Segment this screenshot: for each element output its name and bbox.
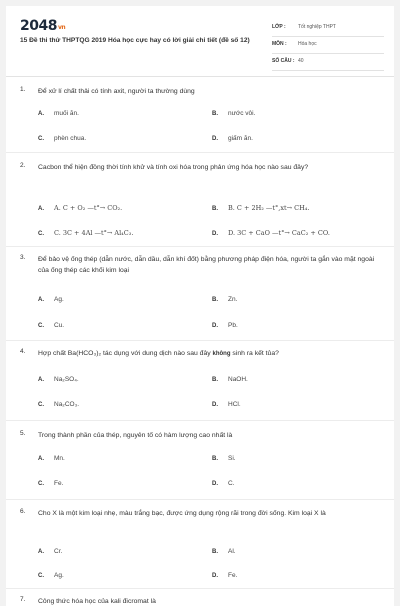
- question-number: 4.: [20, 348, 26, 355]
- meta-key: LỚP :: [272, 24, 286, 30]
- option-c[interactable]: [38, 572, 64, 579]
- option-text: D. 3C + CaO —t°→ CaC₂ + CO.: [228, 229, 330, 237]
- option-c[interactable]: [38, 322, 64, 329]
- option-b[interactable]: [212, 455, 236, 462]
- option-text: phèn chua.: [54, 135, 87, 142]
- option-text: Mn.: [54, 455, 65, 462]
- question-number: 5.: [20, 430, 26, 437]
- option-text: B. C + 2H₂ —t°,xt→ CH₄.: [228, 204, 310, 212]
- header: [20, 18, 382, 78]
- option-letter: D.: [212, 481, 218, 487]
- option-b[interactable]: [212, 296, 237, 303]
- option-text: Al.: [228, 548, 236, 555]
- document-title: 15 Đề thi thử THPTQG 2019 Hóa học cực hay có lời giải chi tiết (đề số 12): [20, 37, 250, 44]
- question-divider: [6, 152, 394, 153]
- meta-info: [272, 22, 384, 73]
- option-b[interactable]: [212, 110, 255, 117]
- option-text: Si.: [228, 455, 236, 462]
- option-text: Pb.: [228, 322, 238, 329]
- option-text: Na₂SO₄.: [54, 376, 79, 383]
- option-c[interactable]: [38, 229, 133, 237]
- question-emphasis: không: [212, 351, 231, 357]
- question-text: Cacbon thể hiện đồng thời tính khử và tính oxi hóa trong phản ứng hóa học nào sau đây?: [38, 164, 309, 171]
- question-text-part: sinh ra kết tủa?: [230, 350, 279, 357]
- option-a[interactable]: [38, 455, 65, 462]
- option-letter: C.: [38, 323, 44, 329]
- question-divider: [6, 246, 394, 247]
- option-a[interactable]: [38, 296, 64, 303]
- option-letter: D.: [212, 323, 218, 329]
- question-number: 6.: [20, 508, 26, 515]
- meta-value: Hóa học: [298, 41, 317, 47]
- option-text: C.: [228, 480, 235, 487]
- option-d[interactable]: [212, 401, 241, 408]
- option-letter: A.: [38, 297, 44, 303]
- question-text: Cho X là một kim loại nhẹ, màu trắng bạc, được ứng dụng rộng rãi trong đời sống. Kim loại X là: [38, 510, 326, 517]
- question-divider: [6, 420, 394, 421]
- site-logo[interactable]: [20, 18, 65, 34]
- option-text: HCl.: [228, 401, 241, 408]
- worksheet-page: [6, 6, 394, 606]
- option-text: Na₂CO₃.: [54, 401, 80, 408]
- question-divider: [6, 588, 394, 589]
- option-text: Ag.: [54, 296, 64, 303]
- option-text: Cr.: [54, 548, 63, 555]
- option-c[interactable]: [38, 480, 63, 487]
- meta-row-subject: [272, 39, 384, 54]
- option-letter: D.: [212, 573, 218, 579]
- option-text: NaOH.: [228, 376, 248, 383]
- option-letter: C.: [38, 573, 44, 579]
- option-text: Zn.: [228, 296, 238, 303]
- option-text: Ag.: [54, 572, 64, 579]
- option-text: A. C + O₂ —t°→ CO₂.: [54, 204, 123, 212]
- option-b[interactable]: [212, 548, 236, 555]
- option-a[interactable]: [38, 548, 62, 555]
- meta-key: SỐ CÂU :: [272, 58, 295, 64]
- question-number: 3.: [20, 254, 26, 261]
- question-text: Để bảo vệ ống thép (dẫn nước, dẫn dầu, dẫn khí đốt) bằng phương pháp điện hóa, người ta gắn vào mặt ngoài của ống thép các khối kim loại: [38, 256, 375, 274]
- option-text: Fe.: [228, 572, 238, 579]
- option-text: C. 3C + 4Al —t°→ Al₄C₃.: [54, 229, 134, 237]
- option-letter: D.: [212, 231, 218, 237]
- meta-row-class: [272, 22, 384, 37]
- option-letter: A.: [38, 206, 44, 212]
- option-letter: D.: [212, 136, 218, 142]
- option-b[interactable]: [212, 376, 248, 383]
- option-a[interactable]: [38, 110, 79, 117]
- meta-row-count: [272, 56, 384, 71]
- option-letter: C.: [38, 136, 44, 142]
- option-b[interactable]: [212, 204, 309, 212]
- option-text: giấm ăn.: [228, 135, 253, 142]
- meta-value: 40: [298, 58, 304, 64]
- option-text: muối ăn.: [54, 110, 79, 117]
- option-c[interactable]: [38, 135, 86, 142]
- question-text: Để xử lí chất thải có tính axit, người ta thường dùng: [38, 88, 195, 95]
- question-number: 7.: [20, 596, 26, 603]
- option-letter: C.: [38, 231, 44, 237]
- logo-suffix: vn: [57, 24, 66, 31]
- option-a[interactable]: [38, 376, 79, 383]
- question-text: [38, 348, 378, 360]
- option-letter: C.: [38, 402, 44, 408]
- option-d[interactable]: [212, 135, 253, 142]
- option-letter: A.: [38, 549, 44, 555]
- meta-value: Tốt nghiệp THPT: [298, 24, 336, 30]
- option-c[interactable]: [38, 401, 79, 408]
- question-text: Công thức hóa học của kali đicromat là: [38, 598, 156, 605]
- option-text: Fe.: [54, 480, 64, 487]
- option-letter: B.: [212, 297, 218, 303]
- question-divider: [6, 499, 394, 500]
- option-letter: B.: [212, 549, 218, 555]
- logo-text: 2048: [20, 18, 57, 34]
- question-number: 2.: [20, 162, 26, 169]
- header-divider: [6, 76, 394, 77]
- question-text: Trong thành phần của thép, nguyên tố có hàm lượng cao nhất là: [38, 432, 233, 439]
- option-d[interactable]: [212, 322, 238, 329]
- question-text-part: Hợp chất Ba(HCO₃)₂ tác dụng với dung dịch nào sau đây: [38, 350, 213, 357]
- option-letter: B.: [212, 111, 218, 117]
- option-d[interactable]: [212, 480, 235, 487]
- option-letter: A.: [38, 377, 44, 383]
- option-a[interactable]: [38, 204, 122, 212]
- question-divider: [6, 340, 394, 341]
- option-d[interactable]: [212, 572, 237, 579]
- option-letter: A.: [38, 111, 44, 117]
- option-letter: A.: [38, 456, 44, 462]
- meta-key: MÔN :: [272, 41, 287, 47]
- option-text: nước vôi.: [228, 110, 256, 117]
- question-number: 1.: [20, 86, 26, 93]
- option-letter: C.: [38, 481, 44, 487]
- option-letter: B.: [212, 377, 218, 383]
- option-letter: B.: [212, 206, 218, 212]
- option-letter: B.: [212, 456, 218, 462]
- option-letter: D.: [212, 402, 218, 408]
- option-text: Cu.: [54, 322, 65, 329]
- option-d[interactable]: [212, 229, 330, 237]
